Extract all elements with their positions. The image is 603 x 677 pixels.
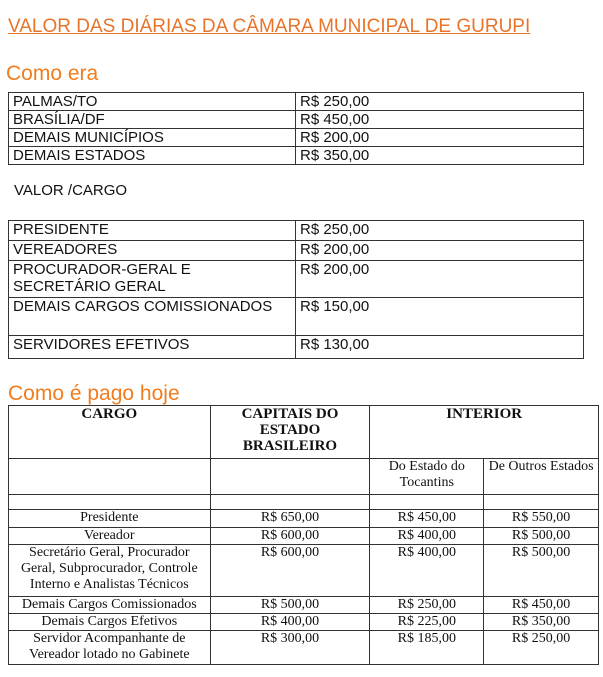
table-row: [9, 261, 584, 298]
diarias-atuais-table: [8, 405, 599, 665]
table-row: [9, 93, 584, 111]
valor-cell: R$ 250,00: [370, 597, 484, 614]
section-heading-hoje: Como é pago hoje: [8, 382, 180, 405]
table-row: [9, 129, 584, 147]
table-row: [9, 298, 584, 336]
header-cargo: CARGO: [9, 406, 211, 459]
valor-cell: R$ 400,00: [370, 528, 484, 545]
header-capitais: CAPITAIS DO ESTADO BRASILEIRO: [210, 406, 370, 459]
valor-cell: R$ 150,00: [296, 298, 584, 336]
valor-cell: R$ 130,00: [296, 336, 584, 359]
cargo-cell: VEREADORES: [9, 241, 296, 261]
destinos-table: [8, 92, 584, 165]
table-row: [9, 221, 584, 241]
cargo-cell: PALMAS/TO: [9, 93, 296, 111]
cargo-cell: PRESIDENTE: [9, 221, 296, 241]
header-outros: De Outros Estados: [484, 459, 599, 495]
valor-cell: R$ 250,00: [484, 631, 599, 665]
table-row: [9, 336, 584, 359]
valor-cell: R$ 200,00: [296, 129, 584, 147]
header-estado: Do Estado do Tocantins: [370, 459, 484, 495]
table-row: [9, 597, 599, 614]
valor-cell: R$ 350,00: [296, 147, 584, 165]
valor-cell: R$ 250,00: [296, 93, 584, 111]
cargo-cell: Presidente: [9, 510, 211, 528]
table-row: [9, 241, 584, 261]
cargo-cell: Secretário Geral, Procurador Geral, Subprocurador, Controle Interno e Analistas Técnicos: [9, 545, 211, 597]
valor-cell: R$ 400,00: [210, 614, 370, 631]
valor-cell: R$ 500,00: [484, 545, 599, 597]
valor-cell: R$ 225,00: [370, 614, 484, 631]
valor-cell: R$ 550,00: [484, 510, 599, 528]
cargo-cell: Demais Cargos Comissionados: [9, 597, 211, 614]
cargo-cell: DEMAIS CARGOS COMISSIONADOS: [9, 298, 296, 336]
cargo-cell: Servidor Acompanhante de Vereador lotado no Gabinete: [9, 631, 211, 665]
table-row: [9, 111, 584, 129]
cargo-cell: PROCURADOR-GERAL E SECRETÁRIO GERAL: [9, 261, 296, 298]
cargo-cell: DEMAIS ESTADOS: [9, 147, 296, 165]
table-row: [9, 631, 599, 665]
valor-cell: R$ 450,00: [370, 510, 484, 528]
valor-cell: R$ 450,00: [484, 597, 599, 614]
valor-cell: R$ 600,00: [210, 528, 370, 545]
valor-cell: R$ 500,00: [484, 528, 599, 545]
valor-cell: R$ 200,00: [296, 261, 584, 298]
table-row: [9, 510, 599, 528]
valor-cargo-label: VALOR /CARGO: [14, 182, 128, 199]
valor-cell: R$ 350,00: [484, 614, 599, 631]
table-row: [9, 614, 599, 631]
section-heading-como-era: Como era: [6, 62, 99, 85]
valor-cell: R$ 300,00: [210, 631, 370, 665]
table-row: [9, 147, 584, 165]
cargo-cell: SERVIDORES EFETIVOS: [9, 336, 296, 359]
page-title: VALOR DAS DIÁRIAS DA CÂMARA MUNICIPAL DE GURUPI: [8, 16, 531, 37]
cargo-cell: Vereador: [9, 528, 211, 545]
cargo-cell: BRASÍLIA/DF: [9, 111, 296, 129]
table-row: [9, 545, 599, 597]
valor-cell: R$ 600,00: [210, 545, 370, 597]
cargos-antigos-table: [8, 220, 584, 359]
table-row: [9, 528, 599, 545]
cargo-cell: DEMAIS MUNICÍPIOS: [9, 129, 296, 147]
valor-cell: R$ 185,00: [370, 631, 484, 665]
valor-cell: R$ 250,00: [296, 221, 584, 241]
valor-cell: R$ 400,00: [370, 545, 484, 597]
valor-cell: R$ 450,00: [296, 111, 584, 129]
valor-cell: R$ 500,00: [210, 597, 370, 614]
valor-cell: R$ 650,00: [210, 510, 370, 528]
cargo-cell: Demais Cargos Efetivos: [9, 614, 211, 631]
header-interior: INTERIOR: [370, 406, 599, 459]
valor-cell: R$ 200,00: [296, 241, 584, 261]
